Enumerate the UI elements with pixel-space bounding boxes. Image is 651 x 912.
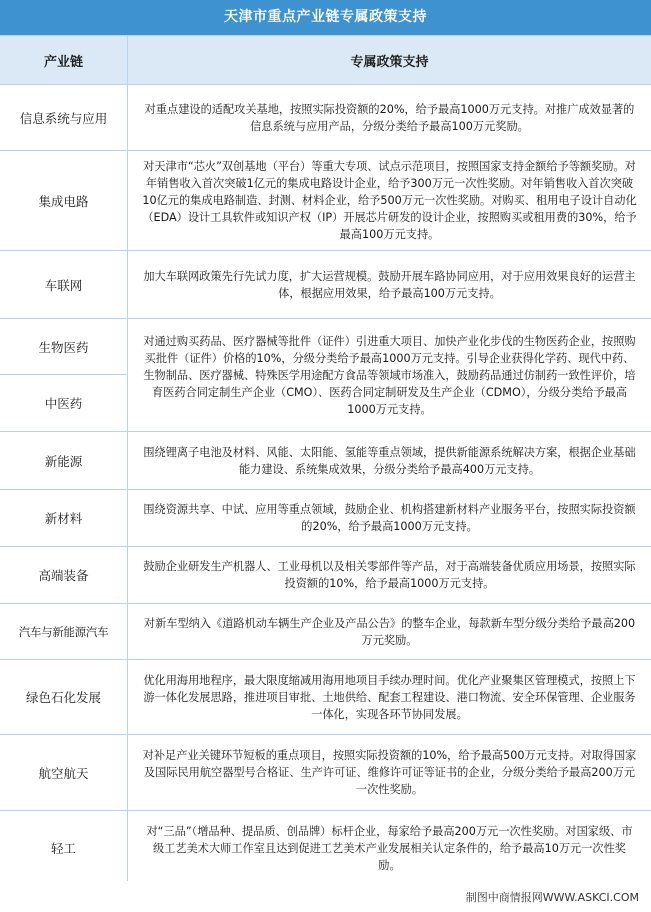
footer	[0, 881, 651, 912]
row-policy: 围绕资源共享、中试、应用等重点领域，鼓励企业、机构搭建新材料产业服务平台，按照实际投资额的20%，给予最高1000万元支持。	[128, 490, 651, 547]
row-policy: 加大车联网政策先行先试力度，扩大运营规模。鼓励开展车路协同应用，对于应用效果良好的运营主体，根据应用效果，给予最高100万元支持。	[128, 251, 651, 319]
row-policy: 对补足产业关键环节短板的重点项目，按照实际投资额的10%，给予最高500万元支持。对取得国家及国际民用航空器型号合格证、生产许可证、维修许可证等证书的企业，分级分类给予最高200万元一次性奖励。	[128, 735, 651, 811]
row-policy: 围绕锂离子电池及材料、风能、太阳能、氢能等重点领域，提供新能源系统解决方案，根据企业基础能力建设、系统集成效果，分级分类给予最高400万元支持。	[128, 432, 651, 490]
row-name: 新材料	[0, 490, 128, 547]
row-name: 汽车与新能源汽车	[0, 604, 128, 660]
row-policy: 对通过购买药品、医疗器械等批件（证件）引进重大项目、加快产业化步伐的生物医药企业，按照购买批件（证件）价格的10%，分级分类给予最高1000万元支持。引导企业获得化学药、现代中药、生物制品、医疗器械、特殊医学用途配方食品等领域市场准入，鼓励药品通过仿制药一致性评价，培育医药合同定制生产企业（CMO）、医药合同定制研发及生产企业（CDMO），分级分类给予最高1000万元支持。	[128, 319, 651, 432]
row-name: 信息系统与应用	[0, 85, 128, 151]
row-policy: 鼓励企业研发生产机器人、工业母机以及相关零部件等产品，对于高端装备优质应用场景，按照实际投资额的10%，给予最高1000万元支持。	[128, 547, 651, 604]
row-name: 车联网	[0, 251, 128, 319]
row-name: 生物医药	[0, 319, 128, 375]
row-name: 集成电路	[0, 151, 128, 251]
policy-table	[0, 35, 651, 886]
row-name: 航空航天	[0, 735, 128, 811]
row-policy: 对新车型纳入《道路机动车辆生产企业及产品公告》的整车企业，每款新车型分级分类给予最高200万元奖励。	[128, 604, 651, 660]
header-chain: 产业链	[0, 36, 128, 85]
row-policy: 优化用海用地程序，最大限度缩减用海用地项目手续办理时间。优化产业聚集区管理模式，按照上下游一体化发展思路，推进项目审批、土地供给、配套工程建设、港口物流、安全环保管理、企业服务一体化，实现各环节协同发展。	[128, 660, 651, 735]
row-name: 绿色石化发展	[0, 660, 128, 735]
header-policy: 专属政策支持	[128, 36, 651, 85]
row-policy: 对重点建设的适配攻关基地，按照实际投资额的20%，给予最高1000万元支持。对推广成效显著的信息系统与应用产品，分级分类给予最高100万元奖励。	[128, 85, 651, 151]
source-credit: 制图中商情报网WWW.ASKCI.COM	[465, 891, 639, 904]
row-name: 新能源	[0, 432, 128, 490]
row-name: 中医药	[0, 375, 128, 432]
row-policy: 对天津市“芯火”双创基地（平台）等重大专项、试点示范项目，按照国家支持金额给予等额奖励。对年销售收入首次突破1亿元的集成电路设计企业，给予300万元一次性奖励。对年销售收入首次突破10亿元的集成电路制造、封测、材料企业，给予500万元一次性奖励。对购买、租用电子设计自动化（EDA）设计工具软件或知识产权（IP）开展芯片研发的设计企业，按照购买或租用费的30%，给予最高100万元支持。	[128, 151, 651, 251]
row-name: 高端装备	[0, 547, 128, 604]
row-name: 轻工	[0, 811, 128, 886]
row-policy: 对“三品”（增品种、提品质、创品牌）标杆企业，每家给予最高200万元一次性奖励。对国家级、市级工艺美术大师工作室且达到促进工艺美术产业发展相关认定条件的，给予最高10万元一次性奖励。	[128, 811, 651, 886]
page-title: 天津市重点产业链专属政策支持	[0, 0, 651, 35]
